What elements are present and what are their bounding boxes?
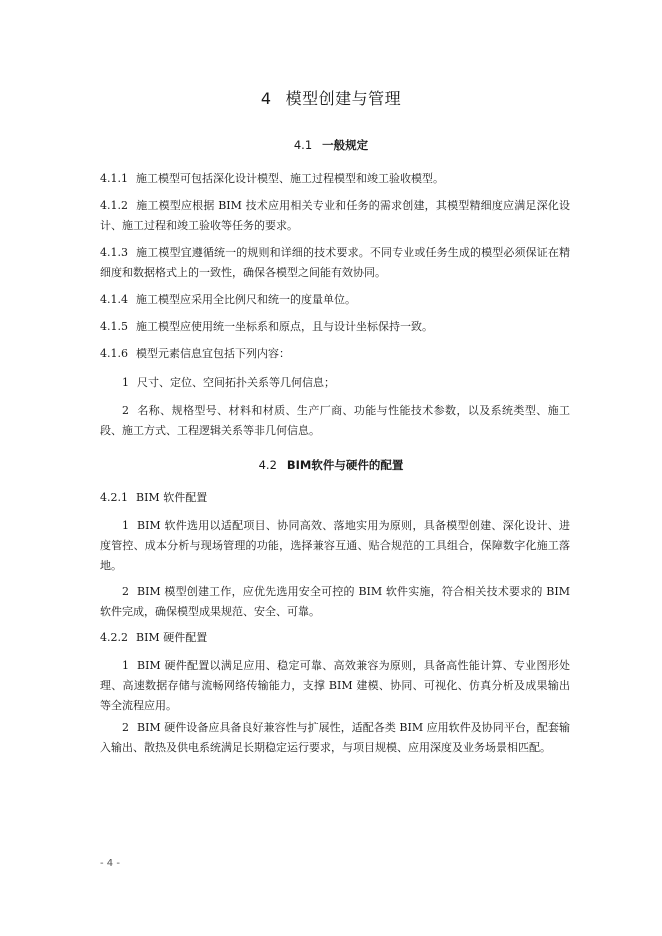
- item-number: 2: [122, 721, 129, 734]
- item-text: 尺寸、定位、空间拓扑关系等几何信息；: [137, 376, 335, 389]
- chapter-title: [0, 86, 662, 109]
- clause-4-1-3: [100, 243, 570, 283]
- chapter-title-text: 模型创建与管理: [285, 89, 402, 108]
- clause-4-2-2: [100, 628, 570, 648]
- section-title-4-1: [0, 137, 662, 153]
- list-item: [100, 656, 570, 716]
- clause-4-1-4: [100, 290, 570, 310]
- list-item: [100, 516, 570, 576]
- list-item: [100, 582, 570, 622]
- clause-number: 4.1.4: [100, 293, 128, 306]
- item-number: 1: [122, 519, 129, 532]
- page-number: - 4 -: [100, 858, 120, 869]
- clause-text: 施工模型应根据 BIM 技术应用相关专业和任务的需求创建，其模型精细度应满足深化设计、施工过程和竣工验收等任务的要求。: [100, 199, 570, 232]
- item-text: BIM 软件选用以适配项目、协同高效、落地实用为原则，具备模型创建、深化设计、进度管控、成本分析与现场管理的功能，选择兼容互通、贴合规范的工具组合，保障数字化施工落地。: [100, 519, 570, 572]
- clause-text: 施工模型可包括深化设计模型、施工过程模型和竣工验收模型。: [136, 172, 444, 185]
- clause-text: 施工模型宜遵循统一的规则和详细的技术要求。不同专业或任务生成的模型必须保证在精细度和数据格式上的一致性，确保各模型之间能有效协同。: [100, 246, 570, 279]
- clause-text: BIM 软件配置: [136, 491, 208, 504]
- clause-number: 4.2.1: [100, 491, 128, 504]
- clause-text: BIM 硬件配置: [136, 631, 208, 644]
- section-number: 4.2: [258, 458, 277, 472]
- item-text: BIM 硬件设备应具备良好兼容性与扩展性，适配各类 BIM 应用软件及协同平台，配套输入输出、散热及供电系统满足长期稳定运行要求，与项目规模、应用深度及业务场景相匹配。: [100, 721, 570, 754]
- clause-4-2-1: [100, 488, 570, 508]
- clause-text: 模型元素信息宜包括下列内容：: [136, 347, 290, 360]
- clause-text: 施工模型应使用统一坐标系和原点，且与设计坐标保持一致。: [136, 320, 433, 333]
- item-number: 1: [122, 376, 129, 389]
- clause-4-1-6: [100, 344, 570, 364]
- section-title-text: BIM软件与硬件的配置: [286, 458, 404, 472]
- list-item: [100, 718, 570, 758]
- item-number: 1: [122, 659, 129, 672]
- item-text: 名称、规格型号、材料和材质、生产厂商、功能与性能技术参数，以及系统类型、施工段、施工方式、工程逻辑关系等非几何信息。: [100, 404, 570, 437]
- item-number: 2: [122, 404, 129, 417]
- clause-4-1-5: [100, 317, 570, 337]
- clause-number: 4.1.5: [100, 320, 128, 333]
- clause-4-1-1: [100, 169, 570, 189]
- clause-number: 4.1.1: [100, 172, 128, 185]
- list-item: [100, 373, 570, 393]
- clause-4-1-2: [100, 196, 570, 236]
- clause-number: 4.1.2: [100, 199, 128, 212]
- clause-text: 施工模型应采用全比例尺和统一的度量单位。: [136, 293, 356, 306]
- item-text: BIM 硬件配置以满足应用、稳定可靠、高效兼容为原则，具备高性能计算、专业图形处理、高速数据存储与流畅网络传输能力，支撑 BIM 建模、协同、可视化、仿真分析及成果输出等全流程应用。: [100, 659, 570, 712]
- clause-number: 4.2.2: [100, 631, 128, 644]
- item-number: 2: [122, 585, 129, 598]
- section-title-4-2: [0, 457, 662, 473]
- clause-number: 4.1.3: [100, 246, 128, 259]
- item-text: BIM 模型创建工作，应优先选用安全可控的 BIM 软件实施，符合相关技术要求的 BIM 软件完成，确保模型成果规范、安全、可靠。: [100, 585, 570, 618]
- chapter-number: 4: [260, 89, 272, 108]
- section-number: 4.1: [293, 138, 313, 152]
- clause-number: 4.1.6: [100, 347, 128, 360]
- list-item: [100, 401, 570, 441]
- section-title-text: 一般规定: [322, 138, 369, 152]
